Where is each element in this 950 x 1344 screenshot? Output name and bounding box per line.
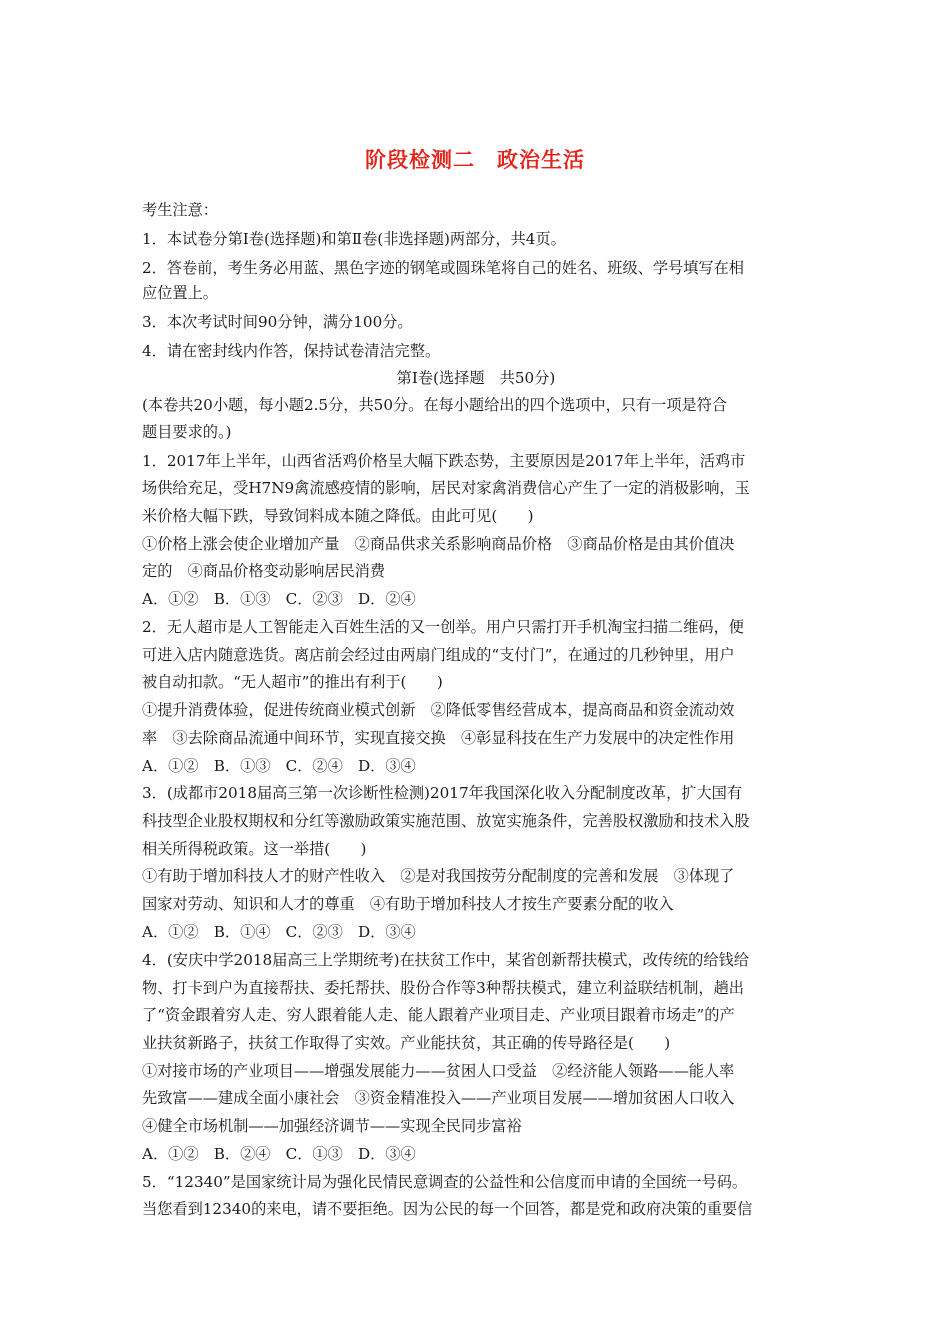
question-3-line: 科技型企业股权期权和分红等激励政策实施范围、放宽实施条件，完善股权激励和技术入股 <box>142 812 750 830</box>
question-4-line: 先致富——建成全面小康社会 ③资金精准投入——产业项目发展——增加贫困人口收入 <box>142 1089 735 1107</box>
question-1-options: A．①② B．①③ C．②③ D．②④ <box>142 590 416 608</box>
question-2-line: 率 ③去除商品流通中间环节，实现直接交换 ④彰显科技在生产力发展中的决定性作用 <box>142 729 735 747</box>
question-1-line: 场供给充足，受H7N9禽流感疫情的影响，居民对家禽消费信心产生了一定的消极影响，玉 <box>142 479 750 497</box>
question-5-line: 当您看到12340的来电，请不要拒绝。因为公民的每一个回答，都是党和政府决策的重要信 <box>142 1200 753 1218</box>
page-title: 阶段检测二 政治生活 <box>365 148 585 172</box>
question-4-line: 物、打卡到户为直接帮扶、委托帮扶、股份合作等3种帮扶模式，建立利益联结机制，趟出 <box>142 979 744 997</box>
notice-heading: 考生注意： <box>142 201 218 219</box>
question-2-options: A．①② B．①③ C．②④ D．③④ <box>142 757 416 775</box>
question-2-line: 可进入店内随意选货。离店前会经过由两扇门组成的“支付门”，在通过的几秒钟里，用户 <box>142 646 735 664</box>
question-3-line: 国家对劳动、知识和人才的尊重 ④有助于增加科技人才按生产要素分配的收入 <box>142 895 674 913</box>
question-3-line: ①有助于增加科技人才的财产性收入 ②是对我国按劳分配制度的完善和发展 ③体现了 <box>142 867 735 885</box>
section-intro: 题目要求的。) <box>142 423 232 441</box>
question-4-line: ①对接市场的产业项目——增强发展能力——贫困人口受益 ②经济能人领路——能人率 <box>142 1062 735 1080</box>
question-2-line: ①提升消费体验，促进传统商业模式创新 ②降低零售经营成本，提高商品和资金流动效 <box>142 701 735 719</box>
notice-item: 应位置上。 <box>142 284 218 302</box>
section-intro: (本卷共20小题，每小题2.5分，共50分。在每小题给出的四个选项中，只有一项是符合 <box>142 396 728 414</box>
question-4-line: 了“资金跟着穷人走、穷人跟着能人走、能人跟着产业项目走、产业项目跟着市场走”的产 <box>142 1006 735 1024</box>
question-4-line: ④健全市场机制——加强经济调节——实现全民同步富裕 <box>142 1117 522 1135</box>
question-1-line: ①价格上涨会使企业增加产量 ②商品供求关系影响商品价格 ③商品价格是由其价值决 <box>142 535 735 553</box>
question-3-options: A．①② B．①④ C．②③ D．③④ <box>142 923 416 941</box>
question-2-line: 2．无人超市是人工智能走入百姓生活的又一创举。用户只需打开手机淘宝扫描二维码，便 <box>142 618 744 636</box>
question-1-line: 1．2017年上半年，山西省活鸡价格呈大幅下跌态势，主要原因是2017年上半年，活鸡市 <box>142 452 746 470</box>
notice-item: 3．本次考试时间90分钟，满分100分。 <box>142 313 413 331</box>
question-1-line: 米价格大幅下跌，导致饲料成本随之降低。由此可见( ) <box>142 507 534 525</box>
question-5-line: 5．“12340”是国家统计局为强化民情民意调查的公益性和公信度而申请的全国统一号码。 <box>142 1173 748 1191</box>
question-3-line: 相关所得税政策。这一举措( ) <box>142 840 367 858</box>
question-4-line: 业扶贫新路子，扶贫工作取得了实效。产业能扶贫，其正确的传导路径是( ) <box>142 1034 671 1052</box>
section-heading: 第Ⅰ卷(选择题 共50分) <box>396 369 556 387</box>
question-1-line: 定的 ④商品价格变动影响居民消费 <box>142 562 385 580</box>
question-4-options: A．①② B．②④ C．①③ D．③④ <box>142 1145 416 1163</box>
question-3-line: 3．(成都市2018届高三第一次诊断性检测)2017年我国深化收入分配制度改革，扩大国有 <box>142 784 743 802</box>
notice-item: 4．请在密封线内作答，保持试卷清洁完整。 <box>142 342 441 360</box>
notice-item: 1．本试卷分第Ⅰ卷(选择题)和第Ⅱ卷(非选择题)两部分，共4页。 <box>142 230 566 248</box>
question-4-line: 4．(安庆中学2018届高三上学期统考)在扶贫工作中，某省创新帮扶模式，改传统的给钱给 <box>142 951 749 969</box>
question-2-line: 被自动扣款。“无人超市”的推出有利于( ) <box>142 673 443 691</box>
notice-item: 2．答卷前，考生务必用蓝、黑色字迹的钢笔或圆珠笔将自己的姓名、班级、学号填写在相 <box>142 259 744 277</box>
